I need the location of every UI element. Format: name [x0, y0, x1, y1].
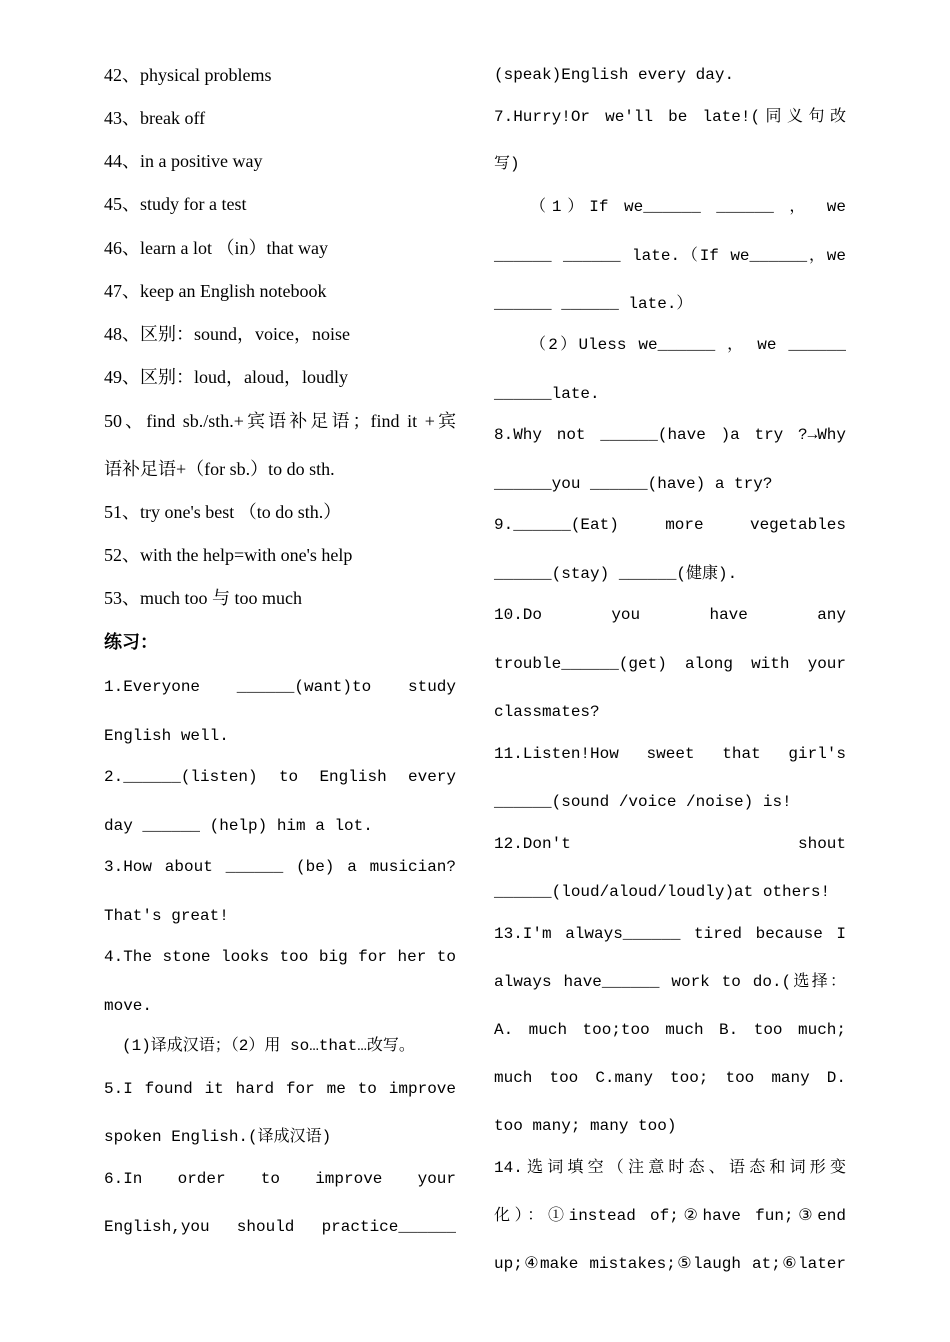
exercise-14-line3: up;④make mistakes;⑤laugh at;⑥later — [494, 1255, 846, 1273]
exercise-13-line4: much too C.many too; too many D. — [494, 1069, 846, 1087]
exercise-7-part1-line1: （1）If we______ ______ ， we — [530, 198, 846, 216]
phrase-45: 45、study for a test — [104, 194, 247, 214]
exercise-10-line3: classmates? — [494, 703, 600, 721]
exercise-5-line1: 5.I found it hard for me to improve — [104, 1080, 456, 1098]
exercise-14-line2: 化）：①instead of;②have fun;③end — [494, 1207, 846, 1225]
exercise-1-line2: English well. — [104, 727, 229, 745]
exercise-13-line1: 13.I'm always______ tired because I — [494, 925, 846, 943]
exercise-13-line5: too many; many too) — [494, 1117, 677, 1135]
exercise-3-line1: 3.How about ______ (be) a musician? — [104, 858, 456, 876]
exercise-7-part2-line2: ______late. — [494, 385, 600, 403]
exercise-10-line2: trouble______(get) along with your — [494, 655, 846, 673]
exercise-7-part1-line3: ______ ______ late.） — [494, 295, 693, 313]
exercise-6-line2: English,you should practice______ — [104, 1218, 456, 1236]
exercise-3-line2: That's great! — [104, 907, 229, 925]
exercise-2-line2: day ______ (help) him a lot. — [104, 817, 373, 835]
exercise-8-line2: ______you ______(have) a try? — [494, 475, 773, 493]
phrase-49: 49、区别：loud，aloud，loudly — [104, 367, 348, 387]
exercise-9-line1: 9.______(Eat) more vegetables — [494, 516, 846, 534]
exercise-10-line1: 10.Do you have any — [494, 606, 846, 624]
exercise-7-part1-line2: ______ ______ late.（If we______，we — [494, 247, 846, 265]
exercise-13-line2: always have______ work to do.(选择： — [494, 973, 846, 991]
exercise-6-line1: 6.In order to improve your — [104, 1170, 456, 1188]
exercise-1-line1: 1.Everyone ______(want)to study — [104, 678, 456, 696]
phrase-50-line1: 50、find sb./sth.+宾语补足语；find it +宾 — [104, 411, 456, 431]
phrase-46: 46、learn a lot （in）that way — [104, 238, 328, 258]
exercise-4-line1: 4.The stone looks too big for her to — [104, 948, 456, 966]
exercise-12-line2: ______(loud/aloud/loudly)at others! — [494, 883, 831, 901]
exercise-13-line3: A. much too;too much B. too much; — [494, 1021, 846, 1039]
phrase-47: 47、keep an English notebook — [104, 281, 327, 301]
phrase-44: 44、in a positive way — [104, 151, 263, 171]
exercise-12-line1: 12.Don't shout — [494, 835, 846, 853]
phrase-42: 42、physical problems — [104, 65, 272, 85]
phrase-43: 43、break off — [104, 108, 206, 128]
phrase-50-line2: 语补足语+（for sb.）to do sth. — [104, 459, 335, 479]
exercise-7-part2-line1: （2）Uless we______ ， we ______ — [530, 336, 846, 354]
exercise-2-line1: 2.______(listen) to English every — [104, 768, 456, 786]
exercise-11-line1: 11.Listen!How sweet that girl's — [494, 745, 846, 763]
phrase-53: 53、much too 与 too much — [104, 588, 302, 608]
exercise-14-line1: 14.选词填空（注意时态、语态和词形变 — [494, 1159, 846, 1177]
phrase-52: 52、with the help=with one's help — [104, 545, 353, 565]
exercise-6-line3: (speak)English every day. — [494, 66, 735, 84]
exercise-5-line2: spoken English.(译成汉语) — [104, 1128, 332, 1146]
phrase-48: 48、区别：sound，voice，noise — [104, 324, 350, 344]
exercise-9-line2: ______(stay) ______(健康). — [494, 565, 738, 583]
exercise-4-instruction: (1)译成汉语；（2）用 so…that…改写。 — [122, 1037, 415, 1055]
phrase-51: 51、try one's best （to do sth.） — [104, 502, 342, 522]
exercise-7-line1: 7.Hurry!Or we'll be late!(同义句改 — [494, 108, 846, 126]
exercise-4-line2: move. — [104, 997, 153, 1015]
exercise-8-line1: 8.Why not ______(have )a try ?→Why — [494, 426, 846, 444]
exercise-heading: 练习： — [104, 632, 158, 652]
exercise-7-line2: 写) — [494, 155, 520, 173]
exercise-11-line2: ______(sound /voice /noise) is! — [494, 793, 792, 811]
